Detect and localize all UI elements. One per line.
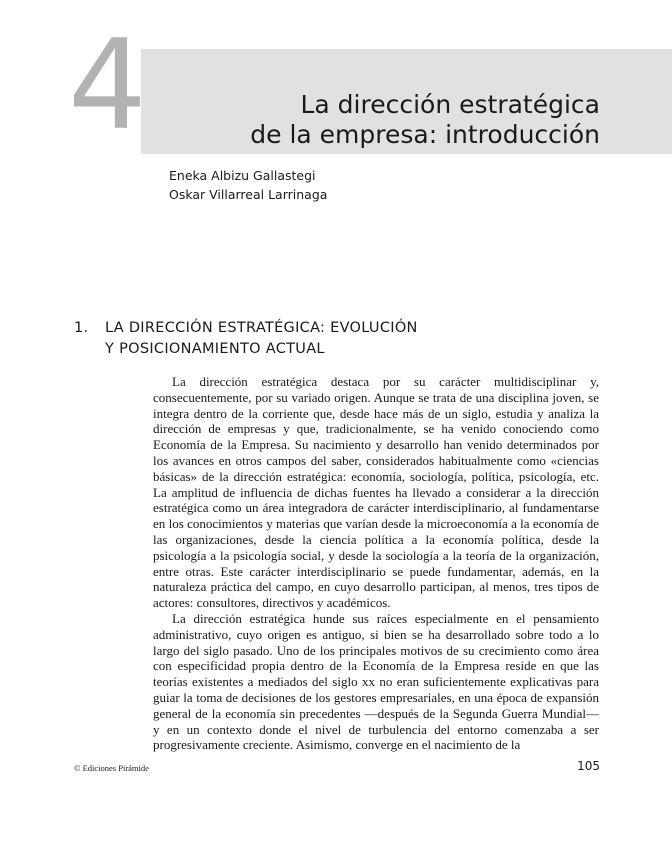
author-list xyxy=(169,166,327,204)
publisher-footer: © Ediciones Pirámide xyxy=(74,763,149,773)
section-title-line: LA DIRECCIÓN ESTRATÉGICA: EVOLUCIÓN xyxy=(105,320,418,336)
section-number: 1. xyxy=(74,320,89,336)
chapter-title xyxy=(250,90,600,150)
section-title-line: Y POSICIONAMIENTO ACTUAL xyxy=(105,341,325,357)
section-heading xyxy=(74,318,418,360)
author-name: Eneka Albizu Gallastegi xyxy=(169,168,316,183)
page-number: 105 xyxy=(577,759,600,773)
author-name: Oskar Villarreal Larrinaga xyxy=(169,187,328,202)
body-text xyxy=(153,374,599,753)
chapter-title-line: La dirección estratégica xyxy=(300,90,600,119)
paragraph: La dirección estratégica hunde sus raíces especialmente en el pensamiento administrativo, cuyo origen es antiguo, si bien se ha desarrollado sobre todo a lo largo del siglo pasado. Uno de los principales motivos de su crecimiento como área con especificidad propia dentro de la Economía de la Empresa reside en que las teorías existentes a mediados del siglo xx no eran suficientemente explicativas para guiar la toma de decisiones de los gestores empresariales, en una época de expansión general de la economía sin precedentes —después de la Segunda Guerra Mundial— y en un contexto donde el nivel de turbulencia del entorno comenzaba a ser progresivamente creciente. Asimismo, converge en el nacimiento de la xyxy=(153,610,599,753)
chapter-number: 4 xyxy=(68,14,147,158)
chapter-title-line: de la empresa: introducción xyxy=(250,120,600,149)
paragraph: La dirección estratégica destaca por su carácter multidisciplinar y, consecuentemente, por su variado origen. Aunque se trata de una disciplina joven, se integra dentro de la corriente que, desde hace más de un siglo, estudia y analiza la dirección de empresas y que, tradicionalmente, se ha venido conociendo como Economía de la Empresa. Su nacimiento y desarrollo han venido determinados por los avances en otros campos del saber, considerados habitualmente como «ciencias básicas» de la dirección estratégica: economía, sociología, política, psicología, etc. La amplitud de influencia de dichas fuentes ha llevado a considerar a la dirección estratégica como un área integradora de carácter interdisciplinario, al fundamentarse en los conocimientos y materias que varían desde la microeconomía a la economía de las organizaciones, desde la ciencia política a la economía política, desde la psicología a la psicología social, y desde la sociología a la teoría de la organización, entre otras. Este carácter interdisciplinario se puede fundamentar, además, en la naturaleza práctica del campo, en cuyo desarrollo participan, al menos, tres tipos de actores: consultores, directivos y académicos. xyxy=(153,374,599,611)
